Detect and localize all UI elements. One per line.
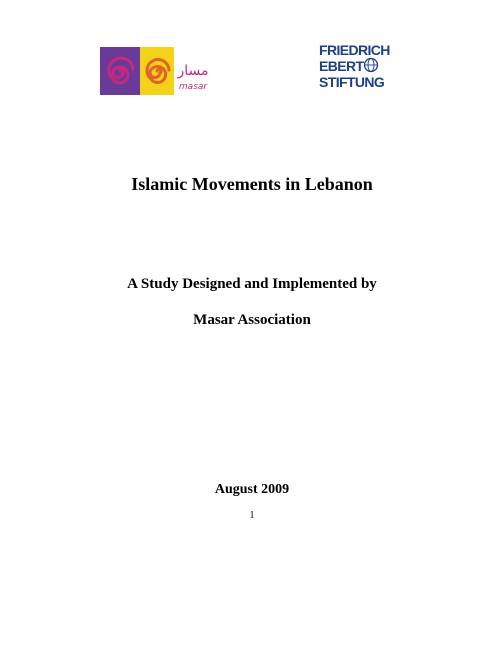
fes-line-friedrich: FRIEDRICH	[319, 42, 390, 58]
fes-logo	[319, 40, 403, 92]
document-subtitle-line1: A Study Designed and Implemented by	[127, 276, 377, 292]
fes-logo-graphic	[319, 40, 403, 92]
fes-line-ebert: EBERT	[319, 58, 364, 74]
fes-line-stiftung: STIFTUNG	[319, 74, 385, 90]
masar-latin-wordmark: masar	[178, 82, 208, 92]
globe-icon	[365, 59, 378, 72]
masar-arabic-wordmark: مسار	[177, 63, 209, 79]
document-subtitle-line2: Masar Association	[193, 312, 311, 328]
masar-logo	[100, 44, 212, 100]
document-date: August 2009	[214, 482, 290, 497]
page-number: 1	[249, 510, 255, 521]
masar-logo-graphic	[100, 44, 212, 100]
document-title: Islamic Movements in Lebanon	[131, 174, 373, 194]
